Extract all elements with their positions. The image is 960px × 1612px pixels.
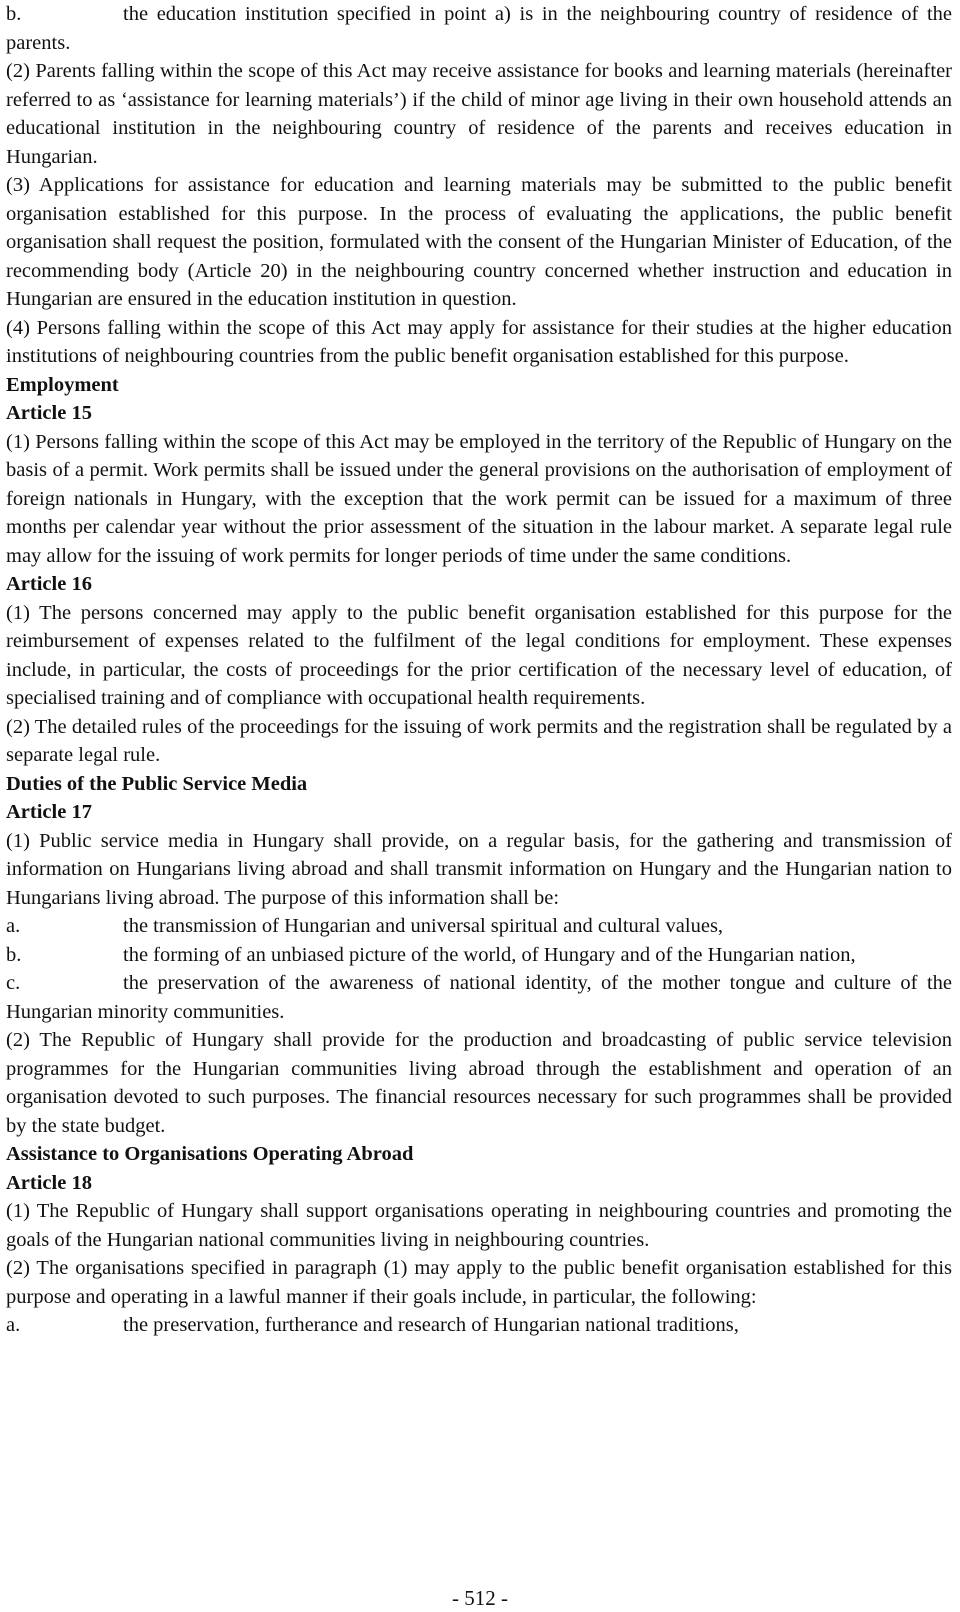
list-item — [6, 912, 952, 941]
section-heading: Article 18 — [6, 1171, 92, 1194]
paragraph: (2) The Republic of Hungary shall provide for the production and broadcasting of public service television programmes for the Hungarian communities living abroad through the establishment and operation of an organisation devoted to such purposes. The financial resources necessary for such programmes shall be provided by the state budget. — [6, 1029, 952, 1137]
paragraph: (2) Parents falling within the scope of this Act may receive assistance for books and learning materials (hereinafter referred to as ‘assistance for learning materials’) if the child of minor age living in their own household attends an educational institution in the neighbouring country of residence of the parents and receives education in Hungarian. — [6, 60, 952, 168]
list-item-marker: a. — [6, 1314, 21, 1336]
list-item — [6, 969, 952, 1026]
list-item-text: the preservation of the awareness of national identity, of the mother tongue and culture of the Hungarian minority communities. — [6, 972, 952, 1023]
list-item-text: the forming of an unbiased picture of the world, of Hungary and of the Hungarian nation, — [123, 943, 856, 966]
document-body — [6, 0, 952, 1340]
section-heading: Assistance to Organisations Operating Abroad — [6, 1143, 414, 1165]
paragraph: (3) Applications for assistance for education and learning materials may be submitted to the public benefit organisation established for this purpose. In the process of evaluating the applications, the public benefit organisation shall request the position, formulated with the consent of the Hungarian Minister of Education, of the recommending body (Article 20) in the neighbouring country concerned whether instruction and education in Hungarian are ensured in the education institution in question. — [6, 174, 952, 310]
section-heading: Duties of the Public Service Media — [6, 772, 308, 795]
list-item — [6, 1311, 952, 1340]
list-item-marker: a. — [6, 915, 21, 937]
paragraph: (2) The organisations specified in paragraph (1) may apply to the public benefit organisation established for this purpose and operating in a lawful manner if their goals include, in particular, the following: — [6, 1257, 952, 1308]
list-item-text: the preservation, furtherance and research of Hungarian national traditions, — [123, 1314, 739, 1336]
section-heading: Employment — [6, 373, 119, 396]
list-item-marker: b. — [6, 3, 22, 25]
paragraph: (1) Persons falling within the scope of this Act may be employed in the territory of the Republic of Hungary on the basis of a permit. Work permits shall be issued under the general provisions on the authorisation of employment of foreign nationals in Hungary, with the exception that the work permit can be issued for a maximum of three months per calendar year without the prior assessment of the situation in the labour market. A separate legal rule may allow for the issuing of work permits for longer periods of time under the same conditions. — [6, 430, 952, 567]
list-item-marker: b. — [6, 943, 22, 966]
section-heading: Article 15 — [6, 402, 92, 424]
list-item — [6, 0, 952, 57]
paragraph: (2) The detailed rules of the proceedings for the issuing of work permits and the registration shall be regulated by a separate legal rule. — [6, 715, 952, 766]
section-heading: Article 16 — [6, 573, 92, 595]
paragraph: (1) The persons concerned may apply to the public benefit organisation established for this purpose for the reimbursement of expenses related to the fulfilment of the legal conditions for employment. These expenses include, in particular, the costs of proceedings for the prior certification of the necessary level of education, of specialised training and of compliance with occupational health requirements. — [6, 601, 952, 709]
paragraph: (4) Persons falling within the scope of this Act may apply for assistance for their studies at the higher education institutions of neighbouring countries from the public benefit organisation established for this purpose. — [6, 316, 952, 367]
page-number: - 512 - — [452, 1586, 508, 1610]
section-heading: Article 17 — [6, 801, 92, 823]
list-item — [6, 941, 952, 970]
list-item-marker: c. — [6, 972, 21, 994]
list-item-text: the transmission of Hungarian and universal spiritual and cultural values, — [123, 915, 724, 937]
paragraph: (1) The Republic of Hungary shall support organisations operating in neighbouring countries and promoting the goals of the Hungarian national communities living in neighbouring countries. — [6, 1200, 952, 1251]
paragraph: (1) Public service media in Hungary shall provide, on a regular basis, for the gathering and transmission of information on Hungarians living abroad and shall transmit information on Hungary and the Hungarian nation to Hungarians living abroad. The purpose of this information shall be: — [6, 829, 952, 909]
list-item-text: the education institution specified in point a) is in the neighbouring country of residence of the parents. — [6, 3, 952, 54]
document-page — [6, 0, 952, 1340]
